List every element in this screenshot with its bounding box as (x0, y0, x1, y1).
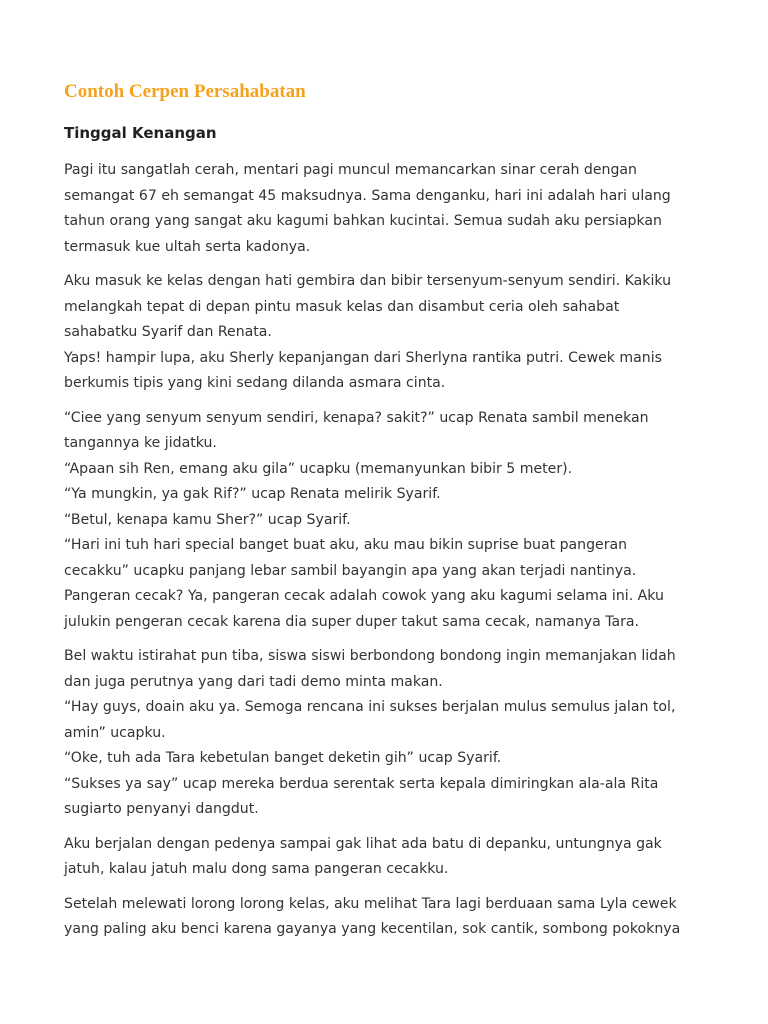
paragraph (64, 644, 704, 823)
paragraph-line: Bel waktu istirahat pun tiba, siswa siswi berbondong bondong ingin memanjakan lidah (64, 648, 676, 664)
paragraph-line: Aku masuk ke kelas dengan hati gembira dan bibir tersenyum-senyum sendiri. Kakiku (64, 273, 672, 289)
paragraph (64, 406, 704, 636)
article-title: Contoh Cerpen Persahabatan (64, 81, 306, 102)
paragraph (64, 269, 704, 397)
paragraph-line: Yaps! hampir lupa, aku Sherly kepanjangan dari Sherlyna rantika putri. Cewek manis (64, 349, 662, 366)
paragraph-line: tangannya ke jidatku. (64, 435, 217, 451)
paragraph-line: sugiarto penyanyi dangdut. (64, 801, 259, 817)
paragraph-line: “Betul, kenapa kamu Sher?” ucap Syarif. (64, 511, 351, 528)
paragraph-line: “Hay guys, doain aku ya. Semoga rencana ini sukses berjalan mulus semulus jalan tol, (64, 699, 676, 715)
paragraph-line: sahabatku Syarif dan Renata. (64, 324, 272, 340)
paragraph-line: cecakku” ucapku panjang lebar sambil bayangin apa yang akan terjadi nantinya. (64, 562, 637, 579)
article-body (64, 158, 704, 943)
paragraph-line: Pangeran cecak? Ya, pangeran cecak adalah cowok yang aku kagumi selama ini. Aku (64, 588, 664, 604)
paragraph-line: “Hari ini tuh hari special banget buat aku, aku mau bikin suprise buat pangeran (64, 537, 628, 553)
paragraph-line: Pagi itu sangatlah cerah, mentari pagi muncul memancarkan sinar cerah dengan (64, 162, 637, 178)
paragraph-line: “Ciee yang senyum senyum sendiri, kenapa? sakit?” ucap Renata sambil menekan (64, 409, 649, 426)
paragraph (64, 892, 704, 943)
paragraph-line: amin” ucapku. (64, 724, 166, 741)
paragraph-line: Setelah melewati lorong lorong kelas, aku melihat Tara lagi berduaan sama Lyla cewek (64, 895, 677, 912)
paragraph-line: termasuk kue ultah serta kadonya. (64, 238, 311, 255)
paragraph (64, 158, 704, 260)
article (64, 78, 704, 952)
paragraph-line: “Oke, tuh ada Tara kebetulan banget deketin gih” ucap Syarif. (64, 750, 502, 766)
paragraph-line: dan juga perutnya yang dari tadi demo minta makan. (64, 673, 443, 690)
paragraph-line: julukin pengeran cecak karena dia super duper takut sama cecak, namanya Tara. (64, 613, 640, 630)
paragraph-line: “Apaan sih Ren, emang aku gila” ucapku (memanyunkan bibir 5 meter). (64, 460, 573, 477)
paragraph-line: yang paling aku benci karena gayanya yang kecentilan, sok cantik, sombong pokoknya (64, 921, 681, 937)
paragraph (64, 832, 704, 883)
paragraph-line: berkumis tipis yang kini sedang dilanda asmara cinta. (64, 375, 446, 391)
paragraph-line: melangkah tepat di depan pintu masuk kelas dan disambut ceria oleh sahabat (64, 298, 620, 315)
paragraph-line: “Sukses ya say” ucap mereka berdua serentak serta kepala dimiringkan ala-ala Rita (64, 775, 659, 792)
story-title: Tinggal Kenangan (64, 124, 217, 142)
paragraph-line: “Ya mungkin, ya gak Rif?” ucap Renata melirik Syarif. (64, 486, 441, 502)
paragraph-line: Aku berjalan dengan pedenya sampai gak lihat ada batu di depanku, untungnya gak (64, 835, 662, 852)
paragraph-line: jatuh, kalau jatuh malu dong sama pangeran cecakku. (64, 861, 449, 877)
paragraph-line: tahun orang yang sangat aku kagumi bahkan kucintai. Semua sudah aku persiapkan (64, 213, 662, 229)
paragraph-line: semangat 67 eh semangat 45 maksudnya. Sama denganku, hari ini adalah hari ulang (64, 187, 671, 204)
